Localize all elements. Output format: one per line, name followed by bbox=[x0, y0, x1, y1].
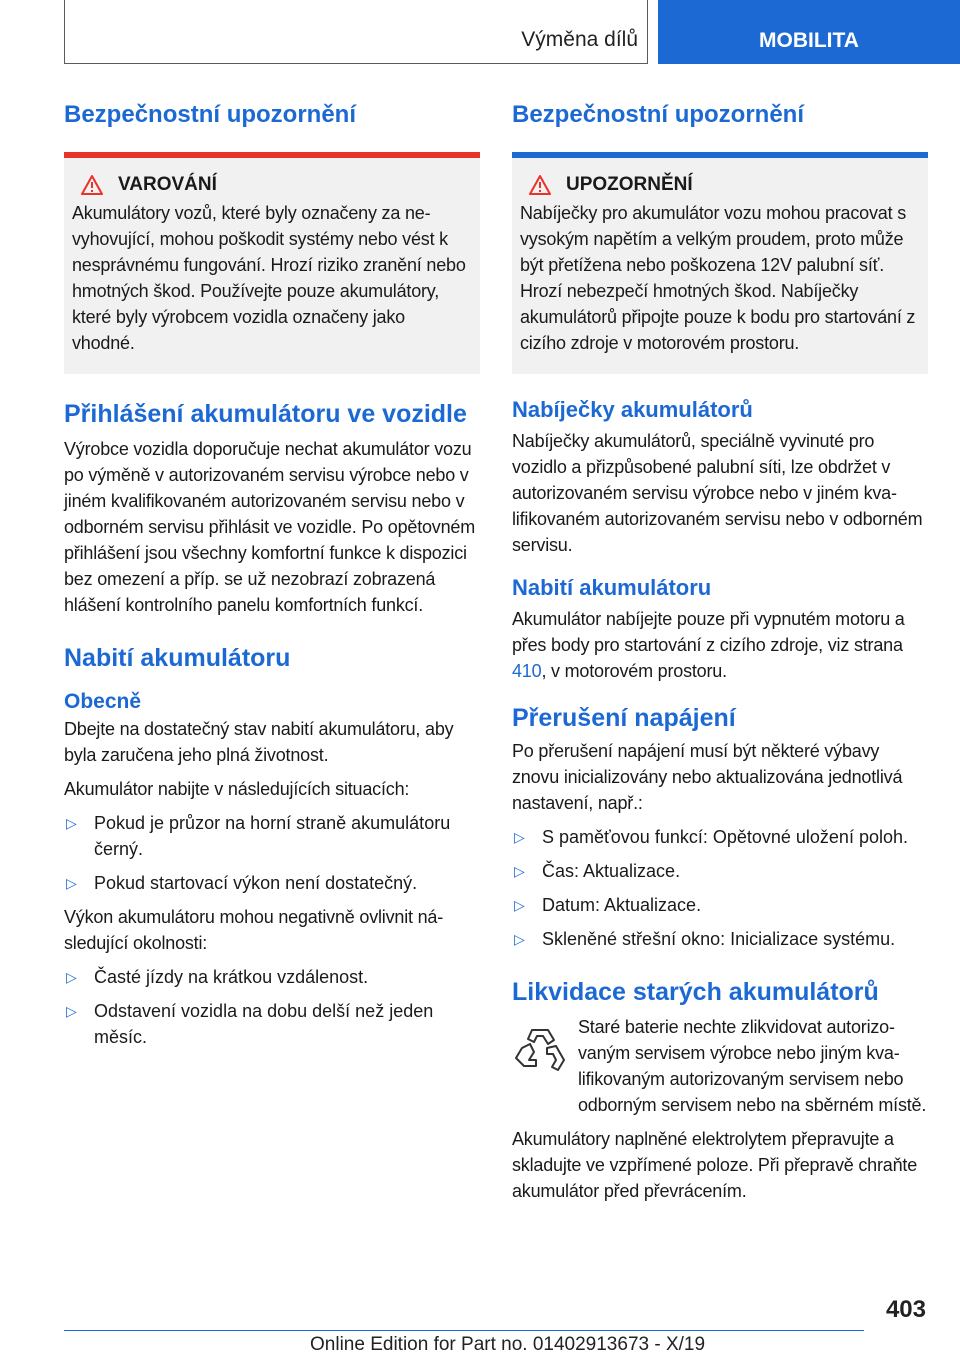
bullet-triangle-icon: ▷ bbox=[66, 875, 77, 891]
charge-situations-list bbox=[64, 810, 480, 896]
bullet-triangle-icon: ▷ bbox=[66, 815, 77, 831]
heading-general: Obecně bbox=[64, 690, 142, 713]
footer-edition: Online Edition for Part no. 01402913673 - X/19 bbox=[310, 1334, 706, 1355]
general-text-2: Akumulátor nabijte v následujících situacích: bbox=[64, 779, 410, 799]
list-item: ▷ Skleněné střešní okno: Inicializace systému. bbox=[512, 926, 928, 952]
list-item: ▷ Odstavení vozidla na dobu delší než jeden měsíc. bbox=[64, 998, 480, 1050]
bullet-triangle-icon: ▷ bbox=[514, 897, 525, 913]
notice-box bbox=[512, 152, 928, 374]
list-item: ▷ Čas: Aktualizace. bbox=[512, 858, 928, 884]
notice-triangle-icon bbox=[528, 174, 552, 196]
right-column bbox=[512, 100, 928, 1204]
header-tab[interactable]: MOBILITA bbox=[658, 0, 960, 64]
heading-safety: Bezpečnostní upozornění bbox=[64, 101, 357, 128]
list-item: ▷ Časté jízdy na krátkou vzdálenost. bbox=[64, 964, 480, 990]
reinit-list bbox=[512, 824, 928, 952]
chargers-text: Nabíječky akumulátorů, speciálně vyvinuté pro vozidlo a přizpůsobené palubní síti, lze obdržet v autorizovaném servisu výrobce nebo v jiném kvalifikovaném autorizovaném servisu nebo v odborném servisu. bbox=[512, 431, 923, 555]
heading-interrupt: Přerušení napájení bbox=[512, 704, 736, 732]
notice-title: UPOZORNĚNÍ bbox=[566, 174, 693, 195]
dispose-text: Staré baterie nechte zlikvidovat autorizovaným servisem výrobce nebo jiným kvalifikovaným autorizovaným servisem nebo odborným servisem nebo na sběrném místě. bbox=[578, 1017, 927, 1115]
general-text-3: Výkon akumulátoru mohou negativně ovlivnit následující okolnosti: bbox=[64, 907, 444, 953]
charge-text: Akumulátor nabíjejte pouze při vypnutém motoru a přes body pro startování z cizího zdroje, viz strana 410, v motorovém prostoru. bbox=[512, 609, 905, 681]
warning-triangle-icon bbox=[80, 174, 104, 196]
negative-factors-list bbox=[64, 964, 480, 1050]
list-item: ▷ S paměťovou funkcí: Opětovné uložení poloh. bbox=[512, 824, 928, 850]
recycle-icon bbox=[512, 1022, 568, 1078]
list-item: ▷ Datum: Aktualizace. bbox=[512, 892, 928, 918]
header-section-title: Výměna dílů bbox=[521, 28, 638, 51]
register-text: Výrobce vozidla doporučuje nechat akumulátor vozu po výměně v autorizovaném servisu výrobce nebo v jiném kvalifikovaném autorizovaném servisu nebo v odborném servisu přihlásit ve vozidle. Po opětovném přihlášení jsou všechny komfortní funkce k dispozici bez omezení a příp. se už nezobrazí zobrazená hlášení kontrolního panelu komfortních funkcí. bbox=[64, 439, 476, 615]
list-item: ▷ Pokud startovací výkon není dostatečný. bbox=[64, 870, 480, 896]
bullet-triangle-icon: ▷ bbox=[514, 829, 525, 845]
interrupt-text: Po přerušení napájení musí být některé výbavy znovu inicializovány nebo aktualizována jednotlivá nastavení, např.: bbox=[512, 741, 903, 813]
bullet-triangle-icon: ▷ bbox=[66, 1003, 77, 1019]
warning-box bbox=[64, 152, 480, 374]
heading-charge-right: Nabití akumulátoru bbox=[512, 575, 712, 600]
heading-register: Přihlášení akumulátoru ve vozidle bbox=[64, 400, 467, 428]
bullet-triangle-icon: ▷ bbox=[514, 931, 525, 947]
dispose-text-2: Akumulátory naplněné elektrolytem přepravujte a skladujte ve vzpřímené poloze. Při přepravě chraňte akumulátor před převrácením. bbox=[512, 1129, 918, 1201]
page-link[interactable]: 410 bbox=[512, 661, 542, 681]
dispose-block bbox=[512, 1014, 928, 1118]
heading-chargers: Nabíječky akumulátorů bbox=[512, 397, 753, 422]
left-column bbox=[64, 100, 480, 1050]
page-number: 403 bbox=[885, 1296, 926, 1323]
list-item: ▷ Pokud je průzor na horní straně akumulátoru černý. bbox=[64, 810, 480, 862]
notice-text: Nabíječky pro akumulátor vozu mohou pracovat s vysokým napětím a velkým proudem, proto může být přetížena nebo poškozena 12V palubní síť. Hrozí nebezpečí hmotných škod. Nabíječky akumulátorů připojte pouze k bodu pro startování z cizího zdroje v motorovém prostoru. bbox=[520, 203, 916, 353]
warning-text: Akumulátory vozů, které byly označeny za nevyhovující, mohou poškodit systémy nebo vést k nesprávnému fungování. Hrozí riziko zranění nebo hmotných škod. Používejte pouze akumulátory, které byly výrobcem vozidla označeny jako vhodné. bbox=[72, 203, 466, 353]
general-text-1: Dbejte na dostatečný stav nabití akumulátoru, aby byla zaručena jeho plná životnost. bbox=[64, 719, 454, 765]
footer-divider bbox=[64, 1330, 864, 1331]
heading-dispose: Likvidace starých akumulátorů bbox=[512, 978, 879, 1006]
warning-title: VAROVÁNÍ bbox=[118, 174, 217, 195]
heading-charge: Nabití akumulátoru bbox=[64, 644, 291, 672]
bullet-triangle-icon: ▷ bbox=[514, 863, 525, 879]
bullet-triangle-icon: ▷ bbox=[66, 969, 77, 985]
heading-safety-right: Bezpečnostní upozornění bbox=[512, 101, 805, 128]
